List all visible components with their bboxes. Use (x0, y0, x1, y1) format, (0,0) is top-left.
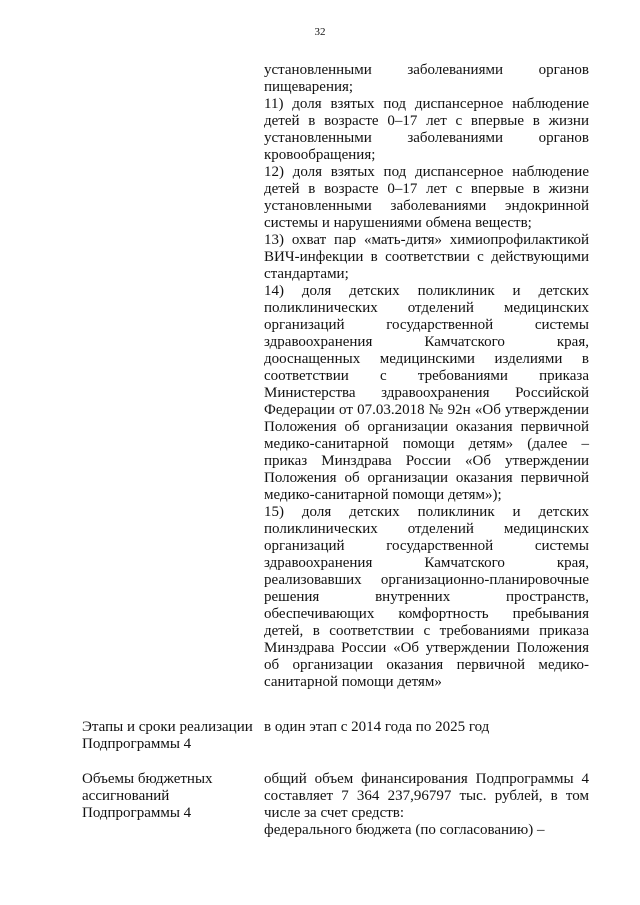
page-number: 32 (314, 26, 326, 38)
indicator-paragraph: 14) доля детских поликлиник и детских поликлинических отделений медицинских организаций государственной системы здравоохранения Камчатского края, дооснащенных медицинскими изделиями в соответствии с требованиями приказа Министерства здравоохранения Российской Федерации от 07.03.2018 № 92н «Об утверждении Положения об организации оказания первичной медико-санитарной помощи детям» (далее – приказ Минздрава России «Об утверждении Положения об организации оказания первичной медико-санитарной помощи детям»); (264, 283, 589, 503)
budget-value-line: федерального бюджета (по согласованию) – (264, 822, 545, 838)
budget-label: Объемы бюджетных ассигнований Подпрограммы 4 (82, 771, 213, 821)
indicator-paragraph: 13) охват пар «мать-дитя» химиопрофилактикой ВИЧ-инфекции в соответствии с действующими стандартами; (264, 232, 589, 282)
budget-value-line: общий объем финансирования Подпрограммы 4 составляет 7 364 237,96797 тыс. рублей, в том числе за счет средств: (264, 771, 589, 821)
indicator-paragraph: кровообращения; (264, 147, 376, 163)
indicator-paragraph: 12) доля взятых под диспансерное наблюдение детей в возрасте 0–17 лет с впервые в жизни установленными заболеваниями эндокринной (264, 164, 589, 214)
indicator-paragraph: пищеварения; (264, 79, 354, 95)
indicator-paragraph: установленными заболеваниями органов (264, 62, 589, 78)
indicator-paragraph: 11) доля взятых под диспансерное наблюдение детей в возрасте 0–17 лет с впервые в жизни установленными заболеваниями органов (264, 96, 589, 146)
indicator-paragraph: системы и нарушениями обмена веществ; (264, 215, 532, 231)
stages-value: в один этап с 2014 года по 2025 год (264, 719, 490, 735)
budget-value (264, 771, 589, 839)
indicator-paragraph: 15) доля детских поликлиник и детских поликлинических отделений медицинских организаций государственной системы здравоохранения Камчатского края, реализовавших организационно-планировочные решения внутренних пространств, обеспечивающих комфортность пребывания детей, в соответствии с требованиями приказа Минздрава России «Об утверждении Положения об организации оказания первичной медико-санитарной помощи детям» (264, 504, 589, 690)
stages-label: Этапы и сроки реализации Подпрограммы 4 (82, 719, 253, 752)
indicators-list (264, 62, 589, 691)
